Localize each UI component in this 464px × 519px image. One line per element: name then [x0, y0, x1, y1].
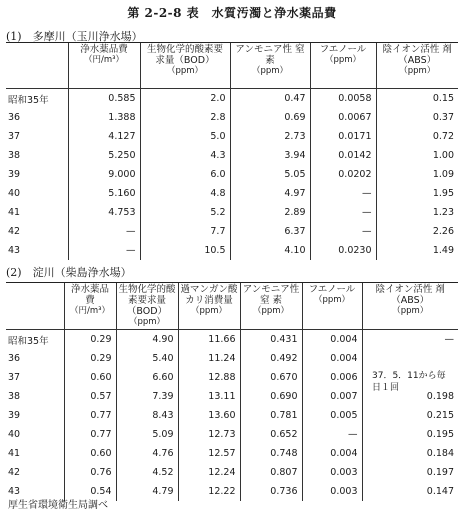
header-unit: （ppm） — [128, 317, 166, 327]
table-cell: 0.0058 — [310, 89, 376, 109]
table-cell: 42 — [8, 467, 21, 478]
table-cell: 5.09 — [116, 425, 178, 444]
table-cell: 13.11 — [178, 387, 240, 406]
header-cell — [302, 283, 362, 330]
table-cell: 0.47 — [230, 89, 310, 109]
header-label: 過マンガン酸カリ消費量 — [180, 284, 238, 306]
table-cell: 2.89 — [230, 203, 310, 222]
table-row — [6, 165, 458, 184]
table-cell: 4.97 — [230, 184, 310, 203]
header-unit: （ppm） — [190, 306, 228, 316]
table-cell: 0.005 — [302, 406, 362, 425]
table-cell: 2.8 — [140, 108, 230, 127]
table-cell: 12.24 — [178, 463, 240, 482]
table-row — [6, 222, 458, 241]
table-cell: 1.388 — [68, 108, 140, 127]
header-cell — [140, 43, 230, 89]
table-cell: 2.0 — [140, 89, 230, 109]
table-cell: 0.003 — [302, 463, 362, 482]
header-unit: （ppm） — [251, 66, 289, 76]
table-cell: 0.0142 — [310, 146, 376, 165]
table-cell: 0.748 — [240, 444, 302, 463]
table-cell: 0.77 — [64, 406, 116, 425]
header-unit: （ppm） — [313, 295, 351, 305]
table-cell: 37 — [8, 131, 21, 142]
table-cell: 0.215 — [362, 406, 458, 425]
table-cell: 4.127 — [68, 127, 140, 146]
table-cell — [362, 349, 458, 368]
table-cell: — — [310, 184, 376, 203]
table-cell: 0.736 — [240, 482, 302, 501]
table-cell: 7.7 — [140, 222, 230, 241]
table-cell: 3.94 — [230, 146, 310, 165]
table-cell: 39 — [8, 169, 21, 180]
table-cell: 36 — [8, 353, 21, 364]
table-cell: 43 — [8, 245, 21, 256]
table-row — [6, 108, 458, 127]
table-cell: 0.198 — [362, 387, 458, 406]
table-cell: 36 — [8, 112, 21, 123]
header-label: 生物化学的酸素要求量（BOD） — [118, 284, 176, 317]
table-cell: 昭和35年 — [8, 94, 49, 106]
table-cell: 10.5 — [140, 241, 230, 260]
section-2-heading: (2) 淀川（柴島浄水場） — [6, 266, 132, 279]
table-cell: 0.807 — [240, 463, 302, 482]
table-cell: — — [68, 241, 140, 260]
header-label: 生物化学的酸素要求量（BOD） — [146, 44, 223, 66]
table-cell: 0.69 — [230, 108, 310, 127]
header-label: アンモニア性 窒 素 — [235, 44, 305, 66]
table-cell: 41 — [8, 448, 21, 459]
table-row — [6, 444, 458, 463]
table-cell: 12.88 — [178, 368, 240, 387]
table-cell: 0.76 — [64, 463, 116, 482]
page-title: 第 2-2-8 表 水質汚濁と浄水薬品費 — [127, 6, 337, 20]
table-cell: 0.0202 — [310, 165, 376, 184]
table-cell: 0.781 — [240, 406, 302, 425]
table-row — [6, 349, 458, 368]
header-unit: （ppm） — [324, 55, 362, 65]
header-unit: （ppm） — [392, 306, 429, 316]
table-cell: 4.52 — [116, 463, 178, 482]
header-unit: （円/m³） — [69, 306, 111, 316]
table-cell: 0.004 — [302, 330, 362, 350]
table-cell: 4.753 — [68, 203, 140, 222]
header-cell — [376, 43, 458, 89]
table-row — [6, 89, 458, 109]
table-cell: 6.60 — [116, 368, 178, 387]
table-cell: 4.10 — [230, 241, 310, 260]
table-cell: 4.79 — [116, 482, 178, 501]
section-1-heading: (1) 多摩川（玉川浄水場） — [6, 30, 143, 43]
table-cell: — — [302, 425, 362, 444]
header-cell — [68, 43, 140, 89]
header-cell — [6, 283, 64, 330]
table-cell: 42 — [8, 226, 21, 237]
table-row — [6, 203, 458, 222]
table-cell: 0.37 — [376, 108, 458, 127]
table-cell: 0.492 — [240, 349, 302, 368]
table-row — [6, 241, 458, 260]
table-cell: 0.60 — [64, 444, 116, 463]
table-cell: 0.670 — [240, 368, 302, 387]
table-cell: 39 — [8, 410, 21, 421]
table-cell: 0.15 — [376, 89, 458, 109]
table-cell: 40 — [8, 188, 21, 199]
table-cell: 6.0 — [140, 165, 230, 184]
table-cell: 11.66 — [178, 330, 240, 350]
table-cell: 5.0 — [140, 127, 230, 146]
table-cell: 13.60 — [178, 406, 240, 425]
table-cell: 0.60 — [64, 368, 116, 387]
table-cell: 7.39 — [116, 387, 178, 406]
header-cell — [310, 43, 376, 89]
table-cell: 0.003 — [302, 482, 362, 501]
table-cell: — — [362, 330, 458, 350]
table-cell: 0.007 — [302, 387, 362, 406]
table-cell: 0.585 — [68, 89, 140, 109]
table-cell: 38 — [8, 150, 21, 161]
table-cell: 0.184 — [362, 444, 458, 463]
table-cell: 0.147 — [362, 482, 458, 501]
table-cell: 38 — [8, 391, 21, 402]
table-cell: 8.43 — [116, 406, 178, 425]
table-cell: 41 — [8, 207, 21, 218]
table-cell: 37 — [8, 372, 21, 383]
table-cell: 1.23 — [376, 203, 458, 222]
table-cell: 5.40 — [116, 349, 178, 368]
header-label: フエノール — [308, 284, 356, 295]
table-cell: 5.160 — [68, 184, 140, 203]
header-label: 陰イオン活性 剤（ABS） — [375, 284, 445, 306]
table-cell: 5.2 — [140, 203, 230, 222]
table-cell: 1.95 — [376, 184, 458, 203]
table-cell: 0.652 — [240, 425, 302, 444]
table-cell: 43 — [8, 486, 21, 497]
table-cell: 0.29 — [64, 330, 116, 350]
table-cell: 0.195 — [362, 425, 458, 444]
table-cell: 0.0067 — [310, 108, 376, 127]
header-cell — [6, 43, 68, 89]
table-cell: 11.24 — [178, 349, 240, 368]
table-cell: 1.49 — [376, 241, 458, 260]
table-cell: 0.0171 — [310, 127, 376, 146]
abs-note: 37．5．11から毎日１回 — [372, 371, 446, 393]
table-cell: 0.690 — [240, 387, 302, 406]
table-row — [6, 127, 458, 146]
table-cell: 0.0230 — [310, 241, 376, 260]
table-cell: 0.006 — [302, 368, 362, 387]
table-cell: 0.77 — [64, 425, 116, 444]
table-cell: 昭和35年 — [8, 335, 49, 347]
table-cell: 12.22 — [178, 482, 240, 501]
table-cell: 6.37 — [230, 222, 310, 241]
table-cell: — — [68, 222, 140, 241]
header-cell — [362, 283, 458, 330]
header-unit: （ppm） — [399, 66, 436, 76]
header-label: フエノール — [319, 44, 367, 55]
table-cell: 4.76 — [116, 444, 178, 463]
source-footer: 厚生省環境衛生局調べ — [8, 500, 108, 511]
header-cell — [64, 283, 116, 330]
table-cell: — — [310, 203, 376, 222]
header-cell — [178, 283, 240, 330]
table-cell: 12.73 — [178, 425, 240, 444]
header-label: 浄水薬品費 — [80, 44, 128, 55]
table-cell: 0.197 — [362, 463, 458, 482]
header-unit: （ppm） — [252, 306, 290, 316]
header-label: アンモニア性 窒 素 — [242, 284, 300, 306]
header-label: 陰イオン活性 剤（ABS） — [382, 44, 452, 66]
table-cell: 40 — [8, 429, 21, 440]
table-cell: 4.8 — [140, 184, 230, 203]
table-row — [6, 463, 458, 482]
table-tamagawa — [6, 42, 458, 260]
header-label: 浄水薬品費 — [70, 284, 109, 306]
header-unit: （ppm） — [166, 66, 204, 76]
table-cell: 1.00 — [376, 146, 458, 165]
header-cell — [240, 283, 302, 330]
table-cell: 5.05 — [230, 165, 310, 184]
table-cell: — — [310, 222, 376, 241]
table-row — [6, 406, 458, 425]
table-cell: 12.57 — [178, 444, 240, 463]
table-cell: 2.26 — [376, 222, 458, 241]
table-cell: 1.09 — [376, 165, 458, 184]
table-cell: 0.57 — [64, 387, 116, 406]
table-cell: 0.004 — [302, 349, 362, 368]
table-cell: 0.29 — [64, 349, 116, 368]
table-row — [6, 184, 458, 203]
header-unit: （円/m³） — [83, 55, 125, 65]
table-row — [6, 330, 458, 350]
table-cell: 4.3 — [140, 146, 230, 165]
table-cell: 9.000 — [68, 165, 140, 184]
table-cell: 0.431 — [240, 330, 302, 350]
table-cell: 0.72 — [376, 127, 458, 146]
table-cell: 0.004 — [302, 444, 362, 463]
table-cell: 4.90 — [116, 330, 178, 350]
table-row — [6, 146, 458, 165]
table-cell: 0.54 — [64, 482, 116, 501]
table-cell: 2.73 — [230, 127, 310, 146]
table-cell: 5.250 — [68, 146, 140, 165]
header-cell — [116, 283, 178, 330]
table-row — [6, 425, 458, 444]
header-cell — [230, 43, 310, 89]
